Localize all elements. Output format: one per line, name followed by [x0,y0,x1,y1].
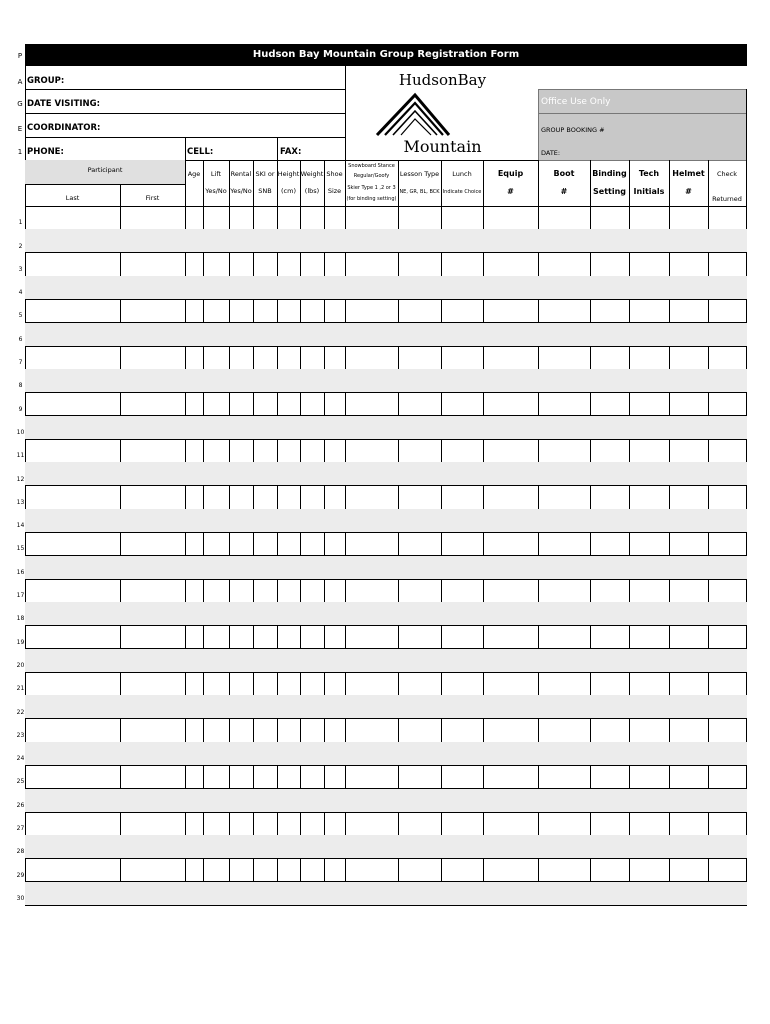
last-name-header: Last [65,194,80,202]
table-row[interactable] [16,649,747,673]
row-number: 12 [16,475,25,483]
row-number: 19 [16,638,25,646]
coordinator-field[interactable]: COORDINATOR: [27,123,101,133]
row-number: 10 [16,428,25,436]
row-number: 25 [16,778,25,786]
first-name-header: First [145,194,160,202]
lunch-subheader: Indicate Choice [442,189,482,195]
skier-type-header: Skier Type 1 ,2 or 3 [347,185,396,191]
table-row[interactable] [16,579,747,603]
lesson-type-subheader: NE, GR, BL, BCK [399,189,440,195]
lift-subheader: Yes/No [205,187,227,195]
boot-header: Boot [553,169,575,178]
helmet-subheader: # [685,187,692,196]
row-number: 20 [16,661,25,669]
lunch-header: Lunch [452,170,472,178]
equip-header: Equip [497,169,524,178]
row-number: 4 [18,289,23,297]
ski-header: SKI or [255,170,275,178]
weight-header: Weight [300,170,324,178]
table-row[interactable] [16,719,747,743]
row-number: 7 [18,359,23,367]
ski-subheader: SNB [258,187,272,195]
table-row[interactable] [16,439,747,463]
table-row[interactable] [16,486,747,510]
row-number: 1 [18,219,23,227]
table-row[interactable] [18,323,747,347]
table-row[interactable] [16,812,747,836]
table-row[interactable] [16,742,747,766]
side-letter: E [17,125,23,133]
table-row[interactable] [18,229,747,253]
side-letter: 1 [17,148,23,156]
logo-text-top: HudsonBay [398,71,487,89]
table-row[interactable] [18,299,747,323]
check-header: Check [717,170,737,178]
cell-field[interactable]: CELL: [187,147,214,157]
equip-subheader: # [507,187,514,196]
office-use-title: Office Use Only [541,97,611,107]
fax-field[interactable]: FAX: [280,147,302,157]
snowboard-regular-goofy: Regular/Goofy [353,173,390,179]
tech-subheader: Initials [633,187,665,196]
side-letter: A [17,78,23,86]
binding-header: Binding [592,169,627,178]
logo-text-bottom: Mountain [403,137,482,156]
group-booking-label: GROUP BOOKING # [541,126,605,134]
row-number: 17 [16,592,25,600]
lift-header: Lift [210,170,222,178]
form-title: Hudson Bay Mountain Group Registration Form [25,44,747,66]
helmet-header: Helmet [672,169,705,178]
binding-setting-note: (for binding setting) [346,196,397,202]
table-row[interactable] [16,625,747,649]
table-row[interactable] [18,392,747,416]
table-row[interactable] [16,882,747,906]
lesson-type-header: Lesson Type [399,170,440,178]
snowboard-stance-header: Snowboard Stance [348,163,395,169]
binding-subheader: Setting [593,187,626,196]
table-row[interactable] [18,346,747,370]
table-row[interactable] [16,509,747,533]
shoe-header: Shoe [326,170,343,178]
table-row[interactable] [18,253,747,277]
row-number: 6 [18,335,23,343]
table-row[interactable] [18,276,747,300]
weight-subheader: (lbs) [304,187,320,195]
check-subheader: Returned [712,195,742,203]
height-subheader: (cm) [281,187,296,195]
group-field[interactable]: GROUP: [27,76,65,86]
row-number: 5 [18,312,23,320]
participant-label: Participant [87,166,123,174]
phone-field[interactable]: PHONE: [27,147,64,157]
row-number: 16 [16,568,25,576]
row-number: 8 [18,382,23,390]
table-row[interactable] [16,672,747,696]
row-number: 27 [16,825,25,833]
boot-subheader: # [560,187,568,196]
row-number: 3 [18,265,23,273]
row-number: 2 [18,242,23,250]
row-number: 9 [18,405,23,413]
table-row[interactable] [18,369,747,393]
table-row[interactable] [16,695,747,719]
row-number: 18 [16,615,25,623]
side-letter: P [17,52,23,60]
side-letter: G [17,100,23,108]
rental-header: Rental [230,170,252,178]
row-number: 22 [16,708,25,716]
table-row[interactable] [16,765,747,789]
row-number: 26 [16,801,25,809]
table-row[interactable] [16,462,747,486]
row-number: 30 [16,894,25,902]
table-row[interactable] [16,416,747,440]
table-row[interactable] [16,532,747,556]
row-number: 23 [16,731,25,739]
office-date-label: DATE: [541,149,561,157]
tech-header: Tech [638,169,660,178]
row-number: 24 [16,755,25,763]
row-number: 14 [16,522,25,530]
row-number: 28 [16,848,25,856]
row-number: 29 [16,871,25,879]
row-number: 21 [16,685,25,693]
date-visiting-field[interactable]: DATE VISITING: [27,99,101,109]
shoe-subheader: Size [327,187,342,195]
height-header: Height [277,170,300,178]
table-row[interactable] [16,858,747,882]
row-number: 15 [16,545,25,553]
row-number: 13 [16,498,25,506]
table-row[interactable] [16,835,747,859]
table-row[interactable] [16,789,747,813]
table-row[interactable] [16,602,747,626]
row-number: 11 [16,452,25,460]
age-header: Age [187,170,201,178]
table-row[interactable] [18,206,747,230]
rental-subheader: Yes/No [230,187,252,195]
table-row[interactable] [16,556,747,580]
